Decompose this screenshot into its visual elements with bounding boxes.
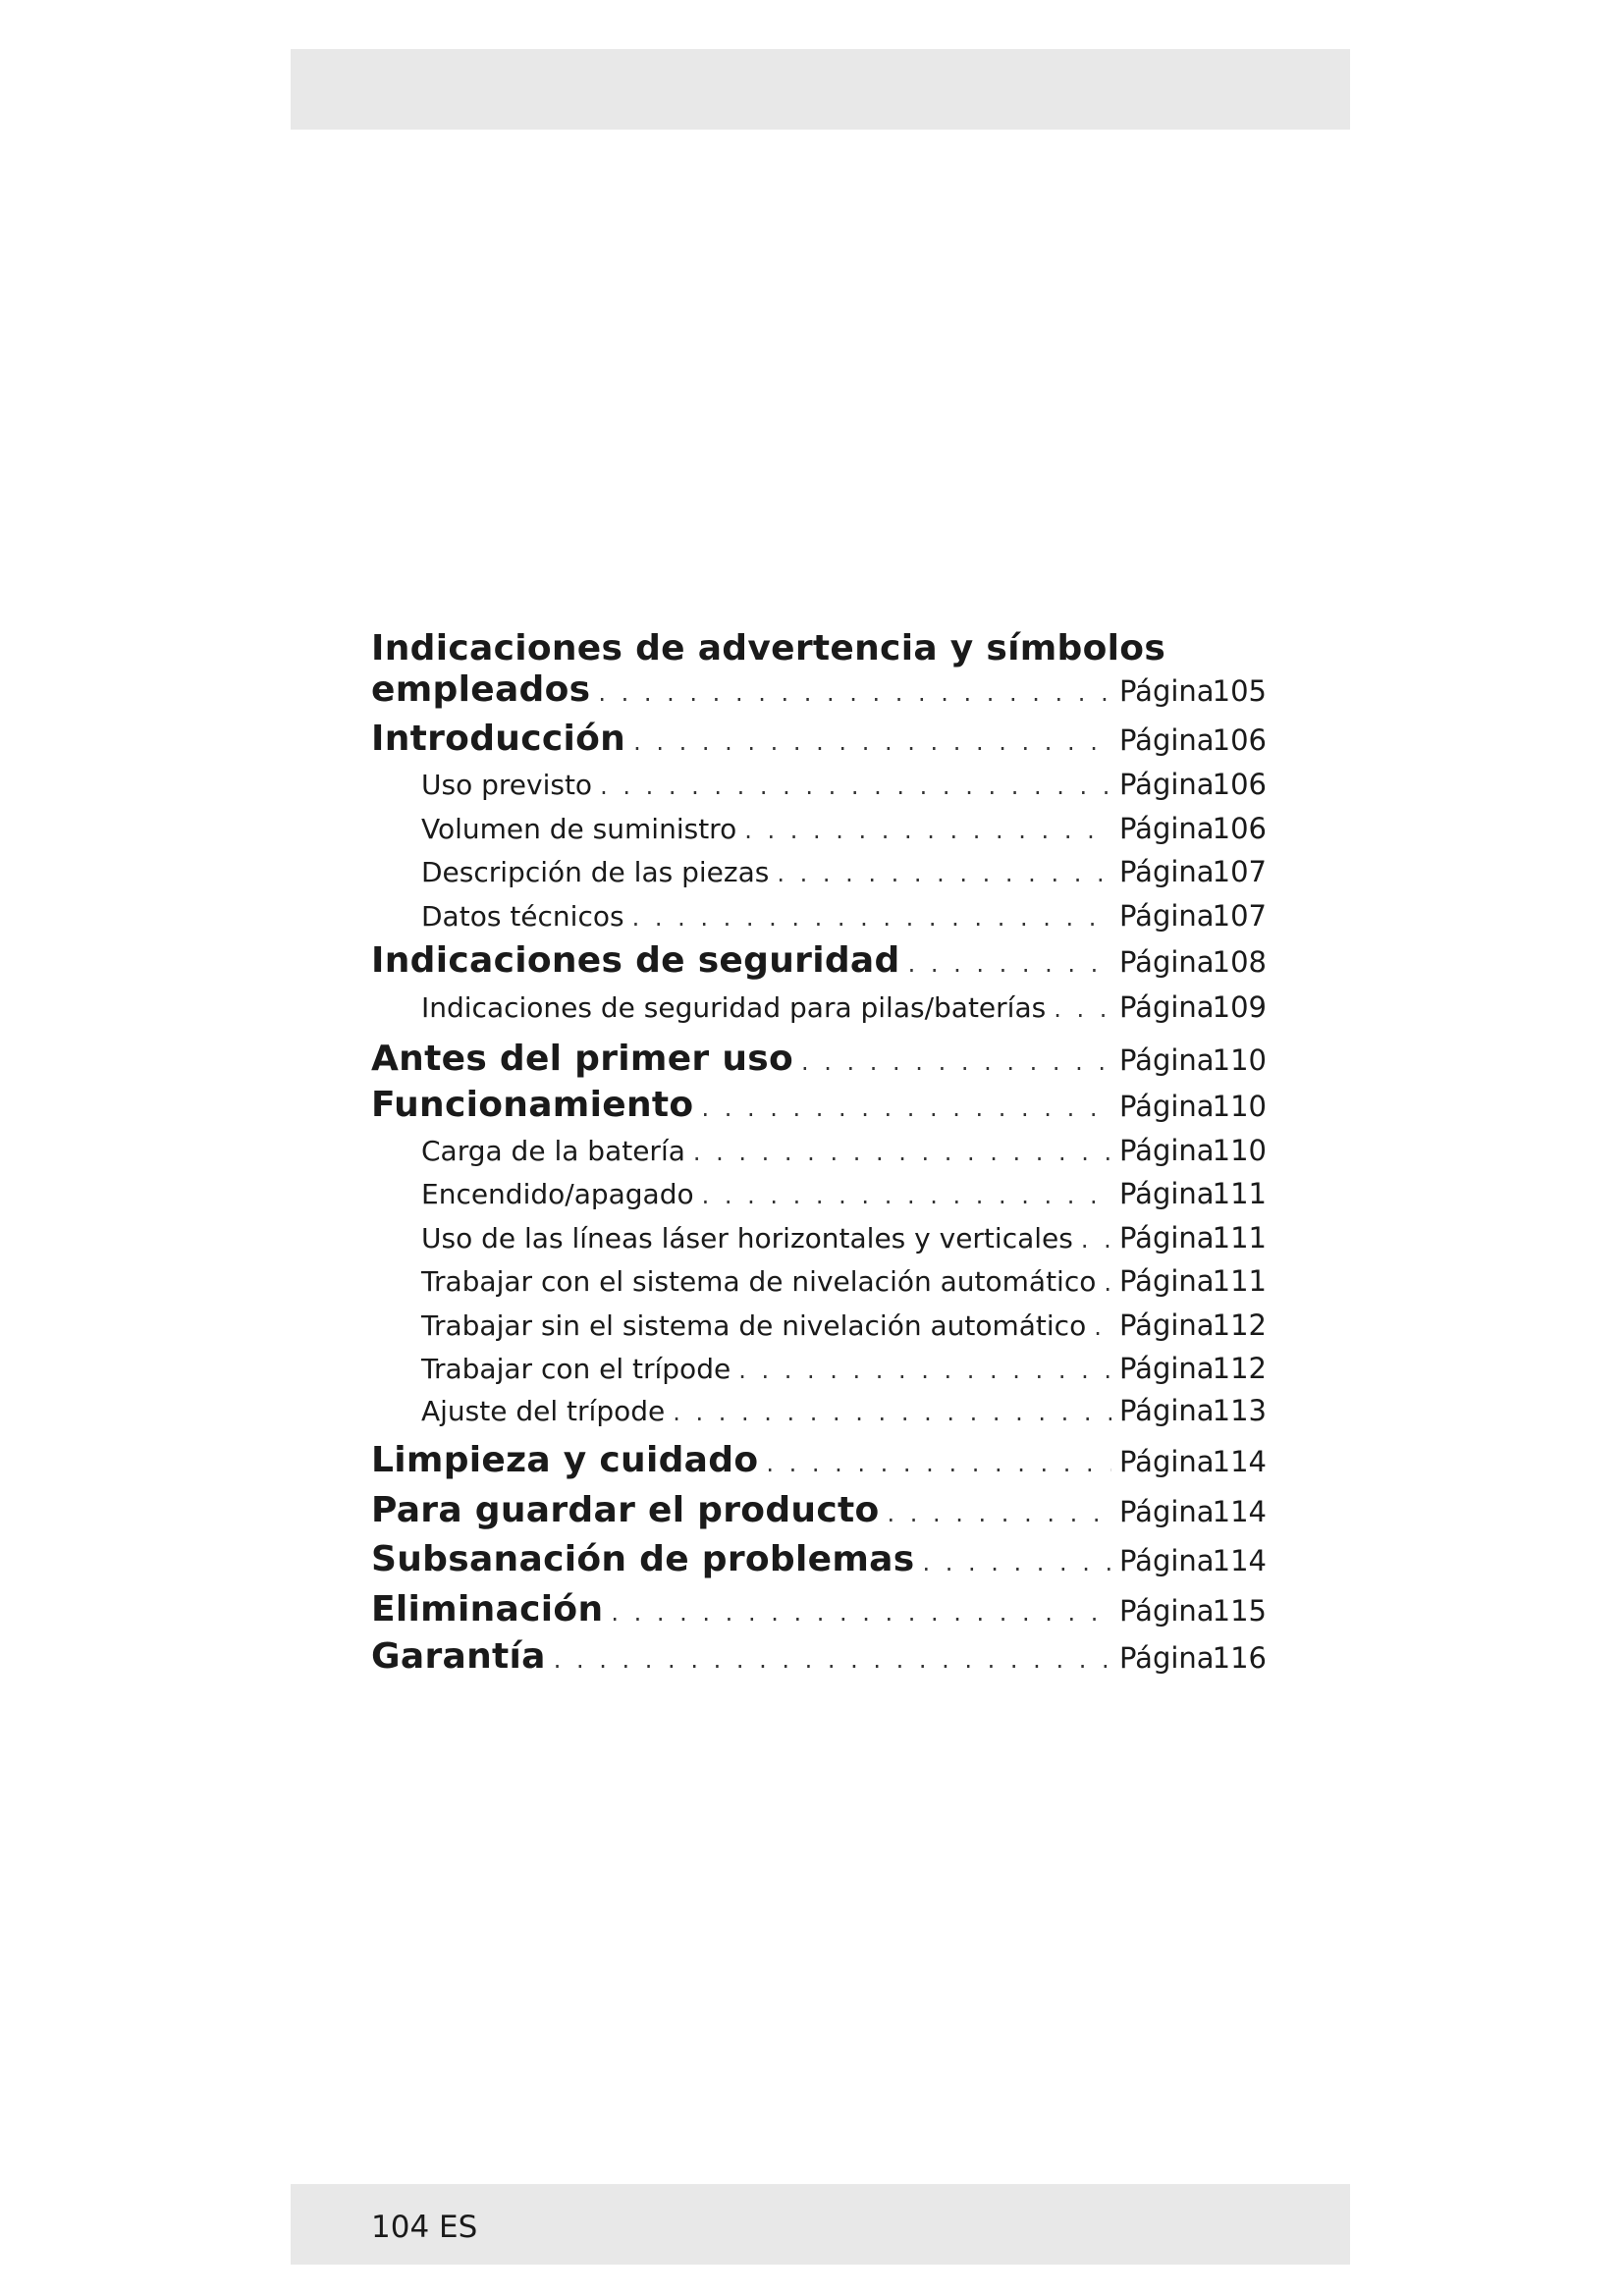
toc-entry-trabajar-sin-nivelacion[interactable] bbox=[421, 1308, 1267, 1342]
page-word: Página bbox=[1119, 1352, 1215, 1385]
page-number: 116 bbox=[1212, 1641, 1267, 1675]
page-word: Página bbox=[1119, 1641, 1215, 1675]
toc-entry-garantia[interactable] bbox=[371, 1636, 1267, 1677]
toc-entry-datos-tecnicos[interactable] bbox=[421, 899, 1267, 933]
toc-entry-antes-del-primer-uso[interactable] bbox=[371, 1039, 1267, 1079]
page-number: 114 bbox=[1212, 1495, 1267, 1528]
page-word: Página bbox=[1119, 1134, 1215, 1167]
toc-entry-trabajar-con-tripode[interactable] bbox=[421, 1352, 1267, 1385]
dot-leader bbox=[888, 1500, 1111, 1527]
toc-entry-label: Carga de la batería bbox=[421, 1135, 685, 1167]
dot-leader bbox=[744, 817, 1111, 844]
page-word: Página bbox=[1119, 1221, 1215, 1255]
page-number: 112 bbox=[1212, 1352, 1267, 1385]
page-word: Página bbox=[1119, 768, 1215, 801]
toc-entry-indicaciones-de-seguridad[interactable] bbox=[371, 940, 1267, 981]
page-number: 110 bbox=[1212, 1134, 1267, 1167]
toc-heading-line1: Indicaciones de advertencia y símbolos bbox=[371, 628, 1166, 668]
page-word: Página bbox=[1119, 1495, 1215, 1528]
toc-entry-label: Trabajar con el sistema de nivelación automático bbox=[421, 1265, 1097, 1298]
dot-leader bbox=[738, 1357, 1111, 1384]
page-number: 106 bbox=[1212, 768, 1267, 801]
toc-entry-label: Garantía bbox=[371, 1636, 546, 1677]
toc-entry-uso-lineas-laser[interactable] bbox=[421, 1221, 1267, 1255]
page-word: Página bbox=[1119, 1090, 1215, 1123]
toc-entry-trabajar-con-nivelacion[interactable] bbox=[421, 1264, 1267, 1298]
toc-entry-seguridad-pilas-baterias[interactable] bbox=[421, 990, 1267, 1024]
toc-entry-ajuste-del-tripode[interactable] bbox=[421, 1394, 1267, 1427]
toc-entry-label: Introducción bbox=[371, 719, 626, 759]
header-bar bbox=[291, 49, 1350, 130]
page-word: Página bbox=[1119, 723, 1215, 757]
page-word: Página bbox=[1119, 812, 1215, 845]
page-word: Página bbox=[1119, 674, 1215, 708]
dot-leader bbox=[1094, 1313, 1111, 1341]
toc-entry-label: Eliminación bbox=[371, 1589, 604, 1629]
page-word: Página bbox=[1119, 855, 1215, 888]
toc-entry-label: Uso de las líneas láser horizontales y verticales bbox=[421, 1222, 1073, 1255]
page-word: Página bbox=[1119, 1308, 1215, 1342]
dot-leader bbox=[693, 1139, 1111, 1166]
toc-entry-label: Descripción de las piezas bbox=[421, 856, 770, 888]
dot-leader bbox=[1104, 1269, 1111, 1297]
dot-leader bbox=[600, 773, 1111, 800]
toc-entry-descripcion-de-las-piezas[interactable] bbox=[421, 855, 1267, 888]
toc-entry-empleados[interactable] bbox=[371, 669, 1267, 710]
page-word: Página bbox=[1119, 899, 1215, 933]
toc-entry-limpieza-y-cuidado[interactable] bbox=[371, 1440, 1267, 1480]
toc-entry-label: Subsanación de problemas bbox=[371, 1539, 915, 1579]
page-word: Página bbox=[1119, 945, 1215, 979]
toc-entry-para-guardar-el-producto[interactable] bbox=[371, 1490, 1267, 1530]
dot-leader bbox=[777, 860, 1111, 887]
dot-leader bbox=[673, 1399, 1111, 1426]
dot-leader bbox=[598, 679, 1111, 707]
page-number: 110 bbox=[1212, 1090, 1267, 1123]
toc-entry-label: Ajuste del trípode bbox=[421, 1395, 666, 1427]
page-number: 107 bbox=[1212, 899, 1267, 933]
toc-entry-label: Indicaciones de seguridad para pilas/baterías bbox=[421, 991, 1047, 1024]
dot-leader bbox=[632, 904, 1111, 932]
page-number: 106 bbox=[1212, 723, 1267, 757]
dot-leader bbox=[1054, 995, 1111, 1023]
page-number: 110 bbox=[1212, 1043, 1267, 1077]
toc-entry-label: Funcionamiento bbox=[371, 1085, 694, 1125]
dot-leader bbox=[611, 1599, 1111, 1627]
page-number: 113 bbox=[1212, 1394, 1267, 1427]
dot-leader bbox=[1081, 1226, 1111, 1254]
dot-leader bbox=[908, 950, 1111, 978]
page-number: 114 bbox=[1212, 1544, 1267, 1577]
page-number: 105 bbox=[1212, 674, 1267, 708]
page-word: Página bbox=[1119, 1445, 1215, 1478]
page-word: Página bbox=[1119, 1264, 1215, 1298]
toc-entry-label: Volumen de suministro bbox=[421, 813, 737, 845]
dot-leader bbox=[922, 1549, 1111, 1576]
dot-leader bbox=[701, 1095, 1111, 1122]
toc-entry-label: Datos técnicos bbox=[421, 900, 624, 933]
toc-entry-label: Limpieza y cuidado bbox=[371, 1440, 759, 1480]
toc-entry-subsanacion-de-problemas[interactable] bbox=[371, 1539, 1267, 1579]
toc-entry-label: Para guardar el producto bbox=[371, 1490, 880, 1530]
toc-entry-label: Uso previsto bbox=[421, 769, 593, 801]
toc-entry-label: Indicaciones de seguridad bbox=[371, 940, 900, 981]
toc-entry-label: empleados bbox=[371, 669, 591, 710]
page-number: 115 bbox=[1212, 1594, 1267, 1628]
dot-leader bbox=[766, 1450, 1111, 1477]
page-word: Página bbox=[1119, 1594, 1215, 1628]
toc-entry-label: Trabajar con el trípode bbox=[421, 1353, 731, 1385]
toc-entry-introduccion[interactable] bbox=[371, 719, 1267, 759]
toc-entry-eliminacion[interactable] bbox=[371, 1589, 1267, 1629]
toc-entry-label: Encendido/apagado bbox=[421, 1178, 694, 1210]
dot-leader bbox=[801, 1048, 1111, 1076]
toc-entry-label: Trabajar sin el sistema de nivelación automático bbox=[421, 1309, 1087, 1342]
toc-entry-label: Antes del primer uso bbox=[371, 1039, 794, 1079]
page-number: 111 bbox=[1212, 1221, 1267, 1255]
dot-leader bbox=[633, 728, 1111, 756]
page-number: 111 bbox=[1212, 1264, 1267, 1298]
page-word: Página bbox=[1119, 1394, 1215, 1427]
page-word: Página bbox=[1119, 1177, 1215, 1210]
page-number: 114 bbox=[1212, 1445, 1267, 1478]
toc-entry-encendido-apagado[interactable] bbox=[421, 1177, 1267, 1210]
toc-entry-uso-previsto[interactable] bbox=[421, 768, 1267, 801]
page-number: 108 bbox=[1212, 945, 1267, 979]
page-number: 111 bbox=[1212, 1177, 1267, 1210]
page-word: Página bbox=[1119, 1043, 1215, 1077]
page-number: 106 bbox=[1212, 812, 1267, 845]
toc-entry-volumen-de-suministro[interactable] bbox=[421, 812, 1267, 845]
toc-entry-carga-de-la-bateria[interactable] bbox=[421, 1134, 1267, 1167]
page-number: 112 bbox=[1212, 1308, 1267, 1342]
page-number: 107 bbox=[1212, 855, 1267, 888]
toc-entry-funcionamiento[interactable] bbox=[371, 1085, 1267, 1125]
dot-leader bbox=[702, 1182, 1111, 1209]
page-word: Página bbox=[1119, 1544, 1215, 1577]
page-number: 109 bbox=[1212, 990, 1267, 1024]
page-number-footer: 104 ES bbox=[371, 2210, 478, 2245]
dot-leader bbox=[554, 1646, 1111, 1674]
page-word: Página bbox=[1119, 990, 1215, 1024]
